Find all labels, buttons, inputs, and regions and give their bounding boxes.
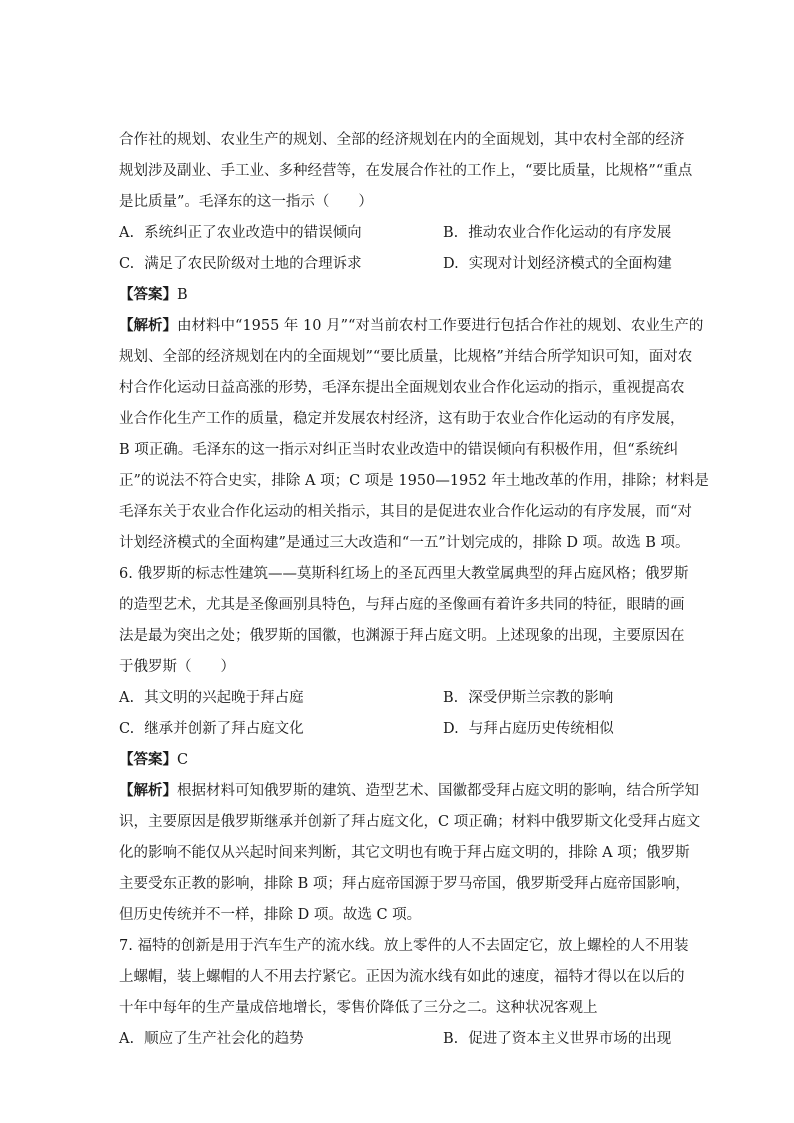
q6-option-b: B. 深受伊斯兰宗教的影响 xyxy=(443,690,614,706)
q5-stem-line: 合作社的规划、农业生产的规划、全部的经济规划在内的全面规划，其中农村全部的经济 xyxy=(119,132,685,148)
q5-stem-line: 是比质量”。毛泽东的这一指示（ ） xyxy=(119,194,373,210)
q5-option-a: A. 系统纠正了农业改造中的错误倾向 xyxy=(119,225,362,241)
q6-analysis-line: 主要受东正教的影响，排除 B 项；拜占庭帝国源于罗马帝国，俄罗斯受拜占庭帝国影响， xyxy=(119,876,690,892)
q6-option-c: C. 继承并创新了拜占庭文化 xyxy=(119,721,304,737)
q5-analysis-line: B 项正确。毛泽东的这一指示对纠正当时农业改造中的错误倾向有积极作用，但“系统纠 xyxy=(119,442,679,458)
q5-answer: 【答案】B xyxy=(119,286,188,303)
q5-option-d: D. 实现对计划经济模式的全面构建 xyxy=(443,256,672,272)
q5-analysis-line: 正”的说法不符合史实，排除 A 项；C 项是 1950—1952 年土地改革的作用，排除；材料是 xyxy=(119,473,709,489)
q5-analysis-line: 毛泽东关于农业合作化运动的相关指示，其目的是促进农业合作化运动的有序发展，而“对 xyxy=(119,504,692,520)
q7-option-a: A. 顺应了生产社会化的趋势 xyxy=(119,1031,304,1047)
q6-stem-line: 于俄罗斯（ ） xyxy=(119,659,235,675)
q5-analysis-line: 村合作化运动日益高涨的形势，毛泽东提出全面规划农业合作化运动的指示，重视提高农 xyxy=(119,380,685,396)
q7-stem-line: 7. 福特的创新是用于汽车生产的流水线。放上零件的人不去固定它，放上螺栓的人不用装 xyxy=(119,938,689,954)
q6-analysis-line: 【解析】根据材料可知俄罗斯的建筑、造型艺术、国徽都受拜占庭文明的影响，结合所学知 xyxy=(119,782,699,799)
q5-analysis-line: 【解析】由材料中“1955 年 10 月”“对当前农村工作要进行包括合作社的规划、农业生产的 xyxy=(119,317,704,334)
q6-stem-line: 的造型艺术，尤其是圣像画别具特色，与拜占庭的圣像画有着许多共同的特征，眼睛的画 xyxy=(119,597,685,613)
q6-answer: 【答案】C xyxy=(119,751,189,768)
q6-analysis-line: 但历史传统并不一样，排除 D 项。故选 C 项。 xyxy=(119,907,422,923)
q6-stem-line: 法是最为突出之处；俄罗斯的国徽，也渊源于拜占庭文明。上述现象的出现，主要原因在 xyxy=(119,628,685,644)
q5-option-c: C. 满足了农民阶级对土地的合理诉求 xyxy=(119,256,362,272)
q5-analysis-line: 计划经济模式的全面构建”是通过三大改造和“一五”计划完成的，排除 D 项。故选 B 项。 xyxy=(119,535,690,551)
q6-analysis-line: 化的影响不能仅从兴起时间来判断，其它文明也有晚于拜占庭文明的，排除 A 项；俄罗斯 xyxy=(119,845,690,861)
q6-option-a: A. 其文明的兴起晚于拜占庭 xyxy=(119,690,304,706)
q6-stem-line: 6. 俄罗斯的标志性建筑——莫斯科红场上的圣瓦西里大教堂属典型的拜占庭风格；俄罗斯 xyxy=(119,566,689,582)
q6-option-d: D. 与拜占庭历史传统相似 xyxy=(443,721,614,737)
q5-stem-line: 规划涉及副业、手工业、多种经营等，在发展合作社的工作上，“要比质量，比规格”“重点 xyxy=(119,163,693,179)
q5-analysis-line: 业合作化生产工作的质量，稳定并发展农村经济，这有助于农业合作化运动的有序发展， xyxy=(119,411,685,427)
q7-stem-line: 十年中每年的生产量成倍地增长，零售价降低了三分之二。这种状况客观上 xyxy=(119,1000,598,1016)
q7-stem-line: 上螺帽，装上螺帽的人不用去拧紧它。正因为流水线有如此的速度，福特才得以在以后的 xyxy=(119,969,685,985)
q5-option-b: B. 推动农业合作化运动的有序发展 xyxy=(443,225,672,241)
q6-analysis-line: 识，主要原因是俄罗斯继承并创新了拜占庭文化，C 项正确；材料中俄罗斯文化受拜占庭文 xyxy=(119,814,701,830)
q5-analysis-line: 规划、全部的经济规划在内的全面规划”“要比质量，比规格”并结合所学知识可知，面对农 xyxy=(119,349,693,365)
q7-option-b: B. 促进了资本主义世界市场的出现 xyxy=(443,1031,672,1047)
